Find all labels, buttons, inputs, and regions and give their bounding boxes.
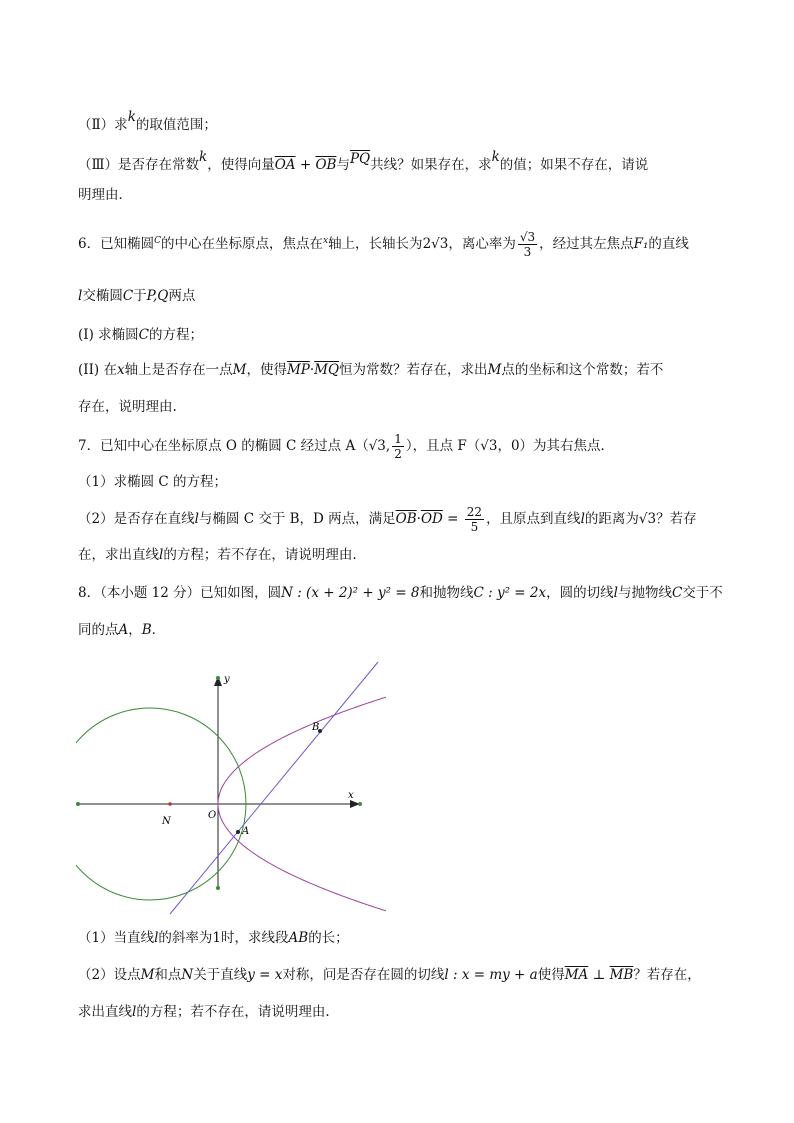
q6-g: 交椭圆 <box>82 288 123 304</box>
vector-MA: $\overline{MA}$ <box>564 967 589 983</box>
q5-part3-k: k <box>199 149 208 165</box>
q6-x: x <box>322 236 329 246</box>
q8-e: 交于不 <box>682 585 723 601</box>
point-A <box>236 830 240 834</box>
q8-p1b: 的斜率为 <box>158 930 213 946</box>
q7-p1: （1）求椭圆 C 的方程； <box>78 474 228 490</box>
q8-p2line: l : x = my + a <box>444 967 538 983</box>
vector-OB: $\overline{OB}$ <box>395 511 417 527</box>
q8-p2d: 对称，问是否存在圆的切线 <box>282 967 445 983</box>
q8-c: ，圆的切线 <box>546 585 614 601</box>
q8-p1d: 的长； <box>308 930 349 946</box>
vector-PQ: $\overline{PQ}$ <box>349 151 371 167</box>
label-y: y <box>224 674 230 685</box>
q5-part3-d: 共线？如果存在，求 <box>370 157 492 173</box>
q8-part2-cont <box>78 1002 330 1022</box>
perp-sign: ⊥ <box>588 967 610 983</box>
q8-p2f: ？若存在， <box>633 967 701 983</box>
q8-A: A <box>118 622 129 638</box>
q6-p2d: 恒为常数？若存在，求出 <box>339 362 488 378</box>
q5-part3-b: ，使得向量 <box>207 157 275 173</box>
q8-g: ， <box>128 622 142 638</box>
q8-p2eq: y = x <box>247 967 283 983</box>
q7-a: 7．已知中心在坐标原点 O 的椭圆 C 经过点 A（ <box>78 438 369 454</box>
q7-p2c: ，且原点到直线 <box>486 511 581 527</box>
q7-p2f: 在，求出直线 <box>78 547 159 563</box>
q8-p1l: l <box>154 930 159 946</box>
q6-part1 <box>78 325 203 345</box>
q8-p1a: （1）当直线 <box>78 930 155 946</box>
q6-p1b: 的方程； <box>149 327 204 343</box>
q7-p2l3: l <box>159 547 164 563</box>
label-O: O <box>208 810 217 821</box>
q8-parab-eq: C : y² = 2x <box>473 585 547 601</box>
q6-F1: F₁ <box>633 236 649 252</box>
q5-part2-k: k <box>127 109 136 125</box>
dot-product-2: · <box>416 511 421 527</box>
q7-p2r: √3 <box>638 511 657 527</box>
q7-p2l2: l <box>580 511 585 527</box>
q6-C2: C <box>122 288 134 304</box>
q6-p2M2: M <box>487 362 502 378</box>
q8-p2N: N <box>181 967 194 983</box>
q6-h: 于 <box>133 288 147 304</box>
q5-part2 <box>78 109 217 135</box>
q7-frac-den: 2 <box>394 447 402 461</box>
y-axis-end-point <box>216 886 220 890</box>
y-axis-top-point <box>216 676 220 680</box>
q6-l: l <box>78 288 83 304</box>
q6-eccentricity <box>518 230 537 259</box>
q5-part3 <box>78 149 649 175</box>
q6-stem <box>78 228 689 262</box>
q7-part2-cont <box>78 545 357 565</box>
vector-OD: $\overline{OD}$ <box>420 511 443 527</box>
q7-p2b: 与椭圆 C 交于 B，D 两点，满足 <box>198 511 396 527</box>
point-N <box>168 802 172 806</box>
q6-e: ，经过其左焦点 <box>539 236 634 252</box>
q6-d: ，离心率为 <box>448 236 516 252</box>
dot-product: · <box>309 362 315 378</box>
q8-p2e: 使得 <box>537 967 565 983</box>
vector-MB: $\overline{MB}$ <box>609 967 634 983</box>
q6-part2-cont <box>78 397 177 417</box>
label-x: x <box>348 790 354 801</box>
q6-C: C <box>154 236 161 246</box>
q8-p2c: 关于直线 <box>193 967 248 983</box>
q6-p2b: 轴上是否存在一点 <box>124 362 233 378</box>
q8-p2a: （2）设点 <box>78 967 141 983</box>
x-axis-start-point <box>76 802 80 806</box>
q7-frac2 <box>465 505 484 534</box>
q8-p1AB: AB <box>288 930 309 946</box>
q7-c: ，0）为其右焦点． <box>497 438 615 454</box>
vector-MQ: $\overline{MQ}$ <box>314 362 340 378</box>
q8-p2h: 的方程；若不存在，请说明理由. <box>136 1004 330 1020</box>
label-A: A <box>242 826 250 837</box>
q8-l: l <box>613 585 618 601</box>
q8-a: 8．（本小题 12 分）已知如图，圆 <box>78 585 282 601</box>
q6-PQ: P,Q <box>146 288 169 304</box>
q5-part2-text: （Ⅱ）求 <box>78 117 128 133</box>
q8-figure <box>76 660 386 920</box>
q6-a: 6．已知椭圆 <box>78 236 155 252</box>
vector-MP: $\overline{MP}$ <box>286 362 310 378</box>
q6-p2x: x <box>117 362 125 378</box>
q6-stem-2 <box>78 286 195 306</box>
q7-part1 <box>78 472 227 492</box>
q6-i: 两点 <box>168 288 196 304</box>
q5-part3-e: 的值；如果不存在，请说 <box>499 157 649 173</box>
q6-frac-num: √3 <box>519 230 536 244</box>
q6-p2c: ，使得 <box>246 362 287 378</box>
q8-p2g: 求出直线 <box>78 1004 132 1020</box>
q8-p2b: 和点 <box>154 967 182 983</box>
q8-circle-eq: N : (x + 2)² + y² = 8 <box>281 585 420 601</box>
q6-p2M: M <box>232 362 247 378</box>
tangent-line-l <box>170 662 378 914</box>
q7-b: ），且点 F（ <box>405 438 481 454</box>
q7-p2e: ？若存 <box>656 511 697 527</box>
q7-frac2-den: 5 <box>470 520 479 534</box>
q6-p2e: 点的坐标和这个常数；若不 <box>501 362 664 378</box>
q6-p2a: (II) 在 <box>78 362 117 378</box>
q7-p2g: 的方程；若不存在，请说明理由. <box>163 547 357 563</box>
q8-part1 <box>78 928 349 948</box>
x-axis-end-point <box>358 802 362 806</box>
q8-stem <box>78 583 723 603</box>
q7-frac2-num: 22 <box>466 505 483 519</box>
equals-sign: = <box>442 511 463 527</box>
q5-part2-tail: 的取值范围； <box>135 117 217 133</box>
q5-part3-cont <box>78 185 132 205</box>
q6-len: 2√3 <box>422 236 449 252</box>
plus-sign: + <box>295 157 316 173</box>
label-B: B <box>312 722 320 733</box>
q8-stem-2 <box>78 620 165 640</box>
q8-f: 同的点 <box>78 622 119 638</box>
q8-p2M: M <box>140 967 155 983</box>
q5-part3-k2: k <box>491 149 500 165</box>
q8-p1c: 时，求线段 <box>221 930 289 946</box>
q6-part2 <box>78 360 663 380</box>
q7-p2d: 的距离为 <box>584 511 639 527</box>
q8-d: 与抛物线 <box>617 585 672 601</box>
q6-f: 的直线 <box>648 236 689 252</box>
q7-pt-x: √3, <box>368 438 391 454</box>
label-N: N <box>162 816 171 827</box>
q7-p2l: l <box>194 511 199 527</box>
q8-B: B <box>141 622 152 638</box>
q6-p1C: C <box>138 327 150 343</box>
vector-OB: $\overline{OB}$ <box>315 157 337 173</box>
q5-part3-f: 明理由． <box>78 187 132 203</box>
vector-OA: $\overline{OA}$ <box>274 157 296 173</box>
q7-frac-num: 1 <box>394 432 402 446</box>
q7-stem <box>78 430 614 462</box>
q8-C: C <box>671 585 683 601</box>
q8-h: ． <box>151 622 166 638</box>
q7-part2 <box>78 503 697 535</box>
q5-part3-a: （Ⅲ）是否存在常数 <box>78 157 200 173</box>
q7-pt-y <box>392 432 404 461</box>
q6-p1: (I) 求椭圆 <box>78 327 139 343</box>
q6-frac-den: 3 <box>523 245 532 259</box>
q8-b: 和抛物线 <box>419 585 474 601</box>
q8-p2l2: l <box>132 1004 137 1020</box>
q7-fx: √3 <box>480 438 498 454</box>
q6-p2f: 存在，说明理由. <box>78 399 177 415</box>
q5-part3-c: 与 <box>336 157 350 173</box>
q8-part2 <box>78 965 701 985</box>
q6-c: 轴上，长轴长为 <box>328 236 423 252</box>
q6-b: 的中心在坐标原点，焦点在 <box>160 236 323 252</box>
q7-p2a: （2）是否存在直线 <box>78 511 195 527</box>
q8-p1n: 1 <box>212 930 222 946</box>
